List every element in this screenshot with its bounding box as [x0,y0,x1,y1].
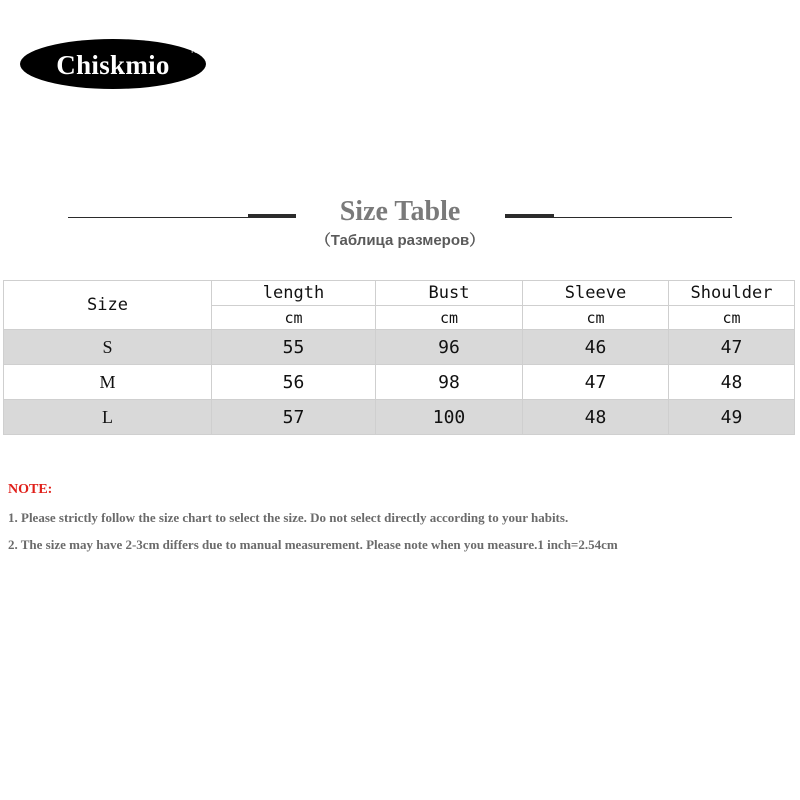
size-table-title: Size Table [339,196,461,227]
table-cell: 47 [523,365,669,400]
unit-cell: cm [376,306,523,330]
table-row [4,400,795,435]
table-cell: 56 [212,365,376,400]
brand-name: Chiskmio [56,49,170,80]
brand-logo [20,39,206,89]
unit-cell: cm [523,306,669,330]
column-header-shoulder: Shoulder [669,281,795,306]
table-cell: 100 [376,400,523,435]
size-label: M [4,365,212,400]
table-row [4,365,795,400]
column-header-bust: Bust [376,281,523,306]
table-cell: 46 [523,330,669,365]
title-line-left-thick [248,214,296,218]
table-cell: 49 [669,400,795,435]
trademark-mark: TM [190,48,201,55]
unit-cell: cm [669,306,795,330]
table-header-row [4,281,795,306]
table-cell: 48 [523,400,669,435]
table-cell: 48 [669,365,795,400]
table-row [4,330,795,365]
size-table [3,280,795,435]
size-table-subtitle: （Таблица размеров） [315,232,485,249]
table-cell: 55 [212,330,376,365]
title-line-left-thin [68,217,248,218]
size-column-header: Size [4,281,212,330]
size-label: S [4,330,212,365]
table-cell: 57 [212,400,376,435]
title-line-right-thick [505,214,554,218]
table-cell: 47 [669,330,795,365]
table-cell: 98 [376,365,523,400]
note-line-1: 1. Please strictly follow the size chart to select the size. Do not select directly according to your habits. [8,510,569,525]
column-header-length: length [212,281,376,306]
note-line-2: 2. The size may have 2-3cm differs due to manual measurement. Please note when you measure.1 inch=2.54cm [8,537,618,552]
title-line-right-thin [554,217,732,218]
unit-cell: cm [212,306,376,330]
column-header-sleeve: Sleeve [523,281,669,306]
note-label: NOTE: [8,482,53,497]
table-cell: 96 [376,330,523,365]
size-label: L [4,400,212,435]
